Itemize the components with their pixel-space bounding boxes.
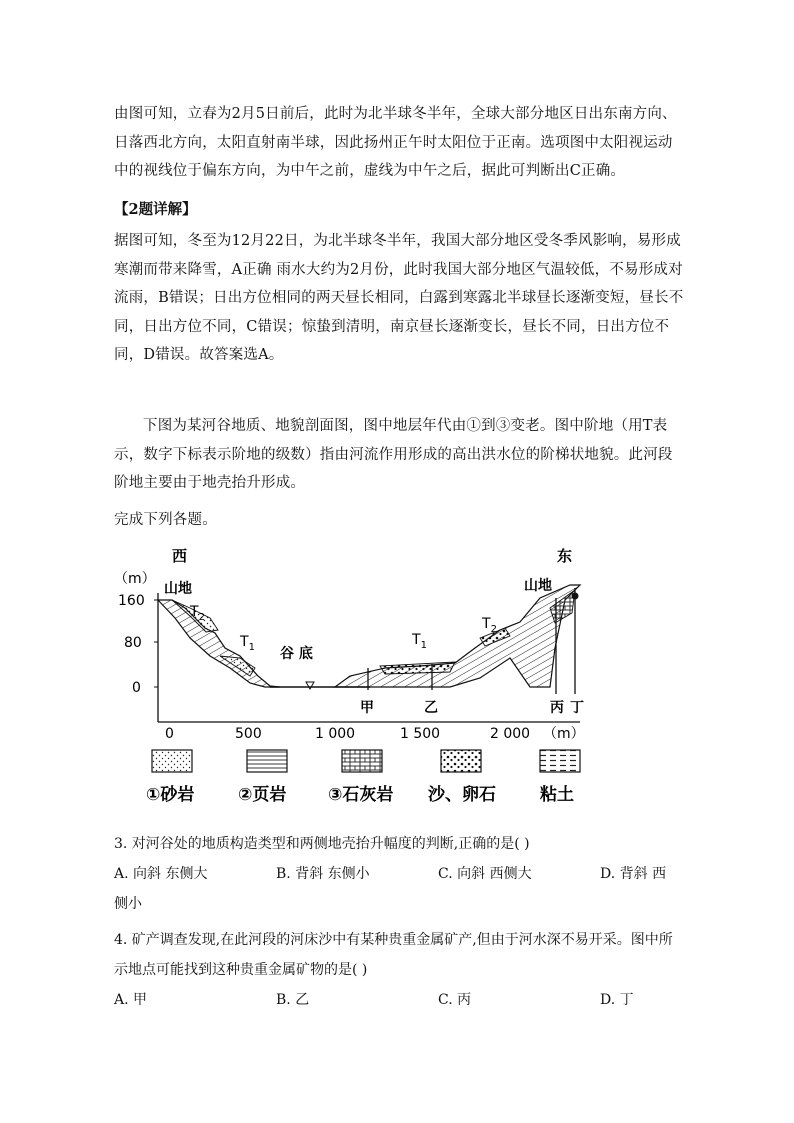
terrace-t1-east: $T_1$ xyxy=(412,632,427,651)
legend-label-gravel: 沙、卵石 xyxy=(428,785,496,805)
legend-label-clay: 粘土 xyxy=(540,785,574,805)
q3-option-a[interactable]: A. 向斜 东侧大 xyxy=(114,866,208,882)
y-tick-0: 0 xyxy=(132,680,141,696)
east-t1-gravel xyxy=(380,662,455,674)
legend-swatch-shale xyxy=(247,750,287,772)
mountain-west-label: 山地 xyxy=(164,581,192,597)
x-tick-2000: 2 000 xyxy=(490,726,531,742)
terrace-t2-east: $T_2$ xyxy=(482,616,497,635)
section-heading-q2: 【2题详解】 xyxy=(114,201,197,218)
question-4-stem-line2: 示地点可能找到这种贵重金属矿物的是( ) xyxy=(114,962,368,978)
site-jia-label: 甲 xyxy=(360,700,374,716)
x-tick-500: 500 xyxy=(235,726,262,742)
east-slope-rock xyxy=(335,585,580,687)
q3-option-d[interactable]: D. 背斜 西 xyxy=(600,866,667,882)
q3-option-b[interactable]: B. 背斜 东侧小 xyxy=(276,866,370,882)
site-yi-label: 乙 xyxy=(424,700,438,716)
intro-paragraph: 下图为某河谷地质、地貌剖面图，图中地层年代由①到③变老。图中阶地（用T表示，数字下标表示阶地的级数）指由河流作用形成的高出洪水位的阶梯状地貌。此河段阶地主要由于地壳抬升形成。 xyxy=(114,418,673,492)
mountain-east-label: 山地 xyxy=(524,578,552,594)
x-axis-unit: （m） xyxy=(543,726,585,742)
x-tick-1500: 1 500 xyxy=(400,726,441,742)
legend-swatch-limestone xyxy=(342,750,382,772)
x-tick-1000: 1 000 xyxy=(315,726,356,742)
answer-2-paragraph: 据图可知，冬至为12月22日，为北半球冬半年，我国大部分地区受冬季风影响，易形成寒潮而带来降雪，A正确 雨水大约为2月份，此时我国大部分地区气温较低，不易形成对流雨，B错误；日出方位相同的两天昼长相同，白露到寒露北半球昼长逐渐变短，昼长不同，日出方位不同，C错误；惊蛰到清明，南京昼长逐渐变长，昼长不同，日出方位不同，D错误。故答案选A。 xyxy=(114,233,684,364)
question-4-stem-line1: 4. 矿产调查发现,在此河段的河床沙中有某种贵重金属矿产,但由于河水深不易开采。图中所 xyxy=(114,932,673,948)
y-tick-160: 160 xyxy=(118,593,145,609)
q4-option-c[interactable]: C. 丙 xyxy=(438,992,472,1008)
legend-swatch-sandstone xyxy=(152,750,192,772)
q4-option-b[interactable]: B. 乙 xyxy=(276,992,310,1008)
question-3-stem: 3. 对河谷处的地质构造类型和两侧地壳抬升幅度的判断,正确的是( ) xyxy=(114,836,530,852)
y-axis-unit: （m） xyxy=(114,571,156,587)
valley-cross-section-figure xyxy=(110,538,600,808)
x-tick-0: 0 xyxy=(165,726,174,742)
water-level-marker xyxy=(306,682,314,689)
legend xyxy=(146,750,580,805)
west-label: 西 xyxy=(172,547,188,565)
legend-swatch-gravel xyxy=(441,750,481,772)
legend-label-limestone: ③石灰岩 xyxy=(328,785,394,805)
instruction-text: 完成下列各题。 xyxy=(114,512,217,528)
y-tick-80: 80 xyxy=(124,635,142,651)
q3-option-c[interactable]: C. 向斜 西侧大 xyxy=(438,866,532,882)
site-ding-label: 丁 xyxy=(570,700,584,716)
q4-option-d[interactable]: D. 丁 xyxy=(600,992,634,1008)
west-slope-rock xyxy=(158,600,280,687)
legend-label-shale: ②页岩 xyxy=(238,785,287,805)
valley-floor-label: 谷 底 xyxy=(280,646,313,662)
legend-label-sandstone: ①砂岩 xyxy=(146,785,195,805)
east-label: 东 xyxy=(557,547,573,565)
site-bing-label: 丙 xyxy=(550,700,564,716)
q3-option-d-wrap: 侧小 xyxy=(114,896,142,912)
answer-1-paragraph: 由图可知，立春为2月5日前后，此时为北半球冬半年，全球大部分地区日出东南方向、日落西北方向，太阳直射南半球，因此扬州正午时太阳位于正南。选项图中太阳视运动中的视线位于偏东方向，为中午之前，虚线为中午之后，据此可判断出C正确。 xyxy=(114,106,677,180)
legend-swatch-clay xyxy=(540,750,580,772)
q4-option-a[interactable]: A. 甲 xyxy=(114,992,148,1008)
terrace-t2-west: $T_2$ xyxy=(190,604,205,623)
terrace-t1-west: $T_1$ xyxy=(240,634,255,653)
